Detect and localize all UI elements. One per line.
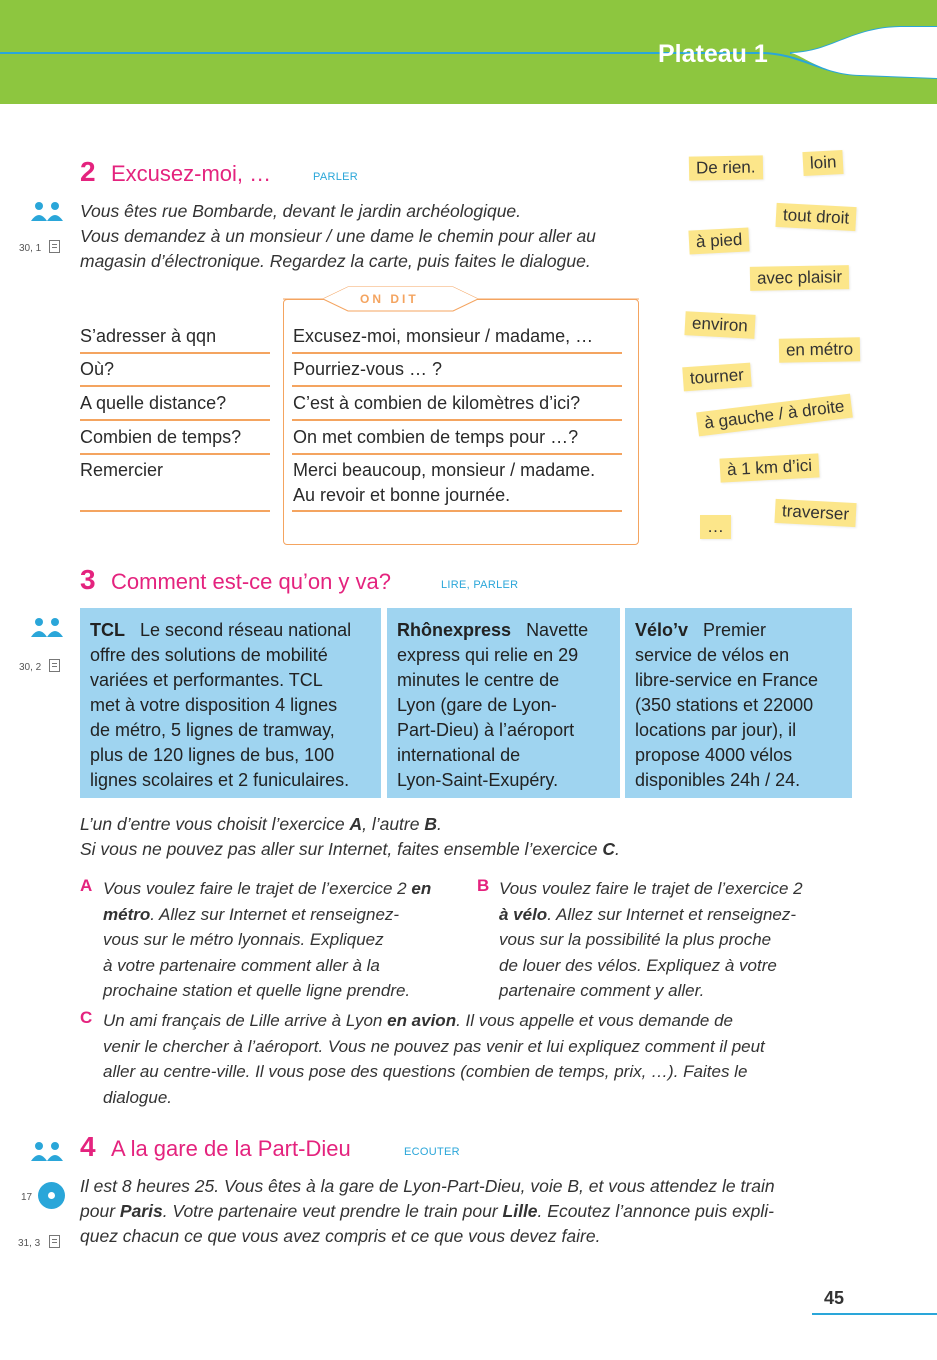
instruction-line: L’un d’entre vous choisit l’exercice A, l’autre B. [80,814,442,834]
workbook-ref: 30, 1 [19,243,42,254]
option-letter: A [80,876,93,895]
vocab-note: environ [684,311,755,339]
info-line: service de vélos en [635,645,790,665]
page-number: 45 [824,1288,845,1308]
divider [292,352,622,354]
option-c-text: Un ami français de Lille arrive à Lyon en avion. Il vous appelle et vous demande de venir le chercher à l’aéroport. Vous ne pouvez pas venir et lui expliquez comment il peut aller au centre-ville. Il vous pose des questions (combien de temps, prix, …). Faites le dialogue. [103,1011,765,1107]
dialogue-phrase: Excusez-moi, monsieur / madame, … [293,326,594,346]
vocab-note: à gauche / à droite [696,394,853,437]
on-dit-tab [283,285,639,315]
info-line: (350 stations et 22000 [635,695,814,715]
info-line [635,618,844,643]
vocab-note: tout droit [775,203,856,231]
page-title: Plateau 1 [658,40,768,68]
divider [80,453,270,455]
info-line [90,618,373,643]
skill-label: LIRE, PARLER [441,579,519,591]
info-line: minutes le centre de [397,670,560,690]
info-line: de métro, 5 lignes de tramway, [90,720,335,740]
info-box-rhonexpress [387,608,620,798]
info-box-tcl [80,608,381,798]
dialogue-phrase: Pourriez-vous … ? [293,359,443,379]
info-text: Navette [526,620,589,640]
vocab-note: loin [802,150,844,176]
info-line: plus de 120 lignes de bus, 100 [90,745,335,765]
workbook-ref: 30, 2 [19,662,42,673]
page-header [0,0,937,104]
vocab-note: traverser [774,499,856,527]
vocab-note: à 1 km d’ici [719,453,819,482]
info-line: express qui relie en 29 [397,645,579,665]
dialogue-phrase: Merci beaucoup, monsieur / madame. [293,460,596,480]
info-text: Premier [703,620,767,640]
pair-work-icon [29,1141,65,1163]
info-line: libre-service en France [635,670,819,690]
exercise-number: 3 [80,564,96,595]
page-number-rule [812,1313,937,1315]
info-line: propose 4000 vélos [635,745,793,765]
divider [80,419,270,421]
divider [292,385,622,387]
workbook-ref: 31, 3 [18,1238,41,1249]
option-a-text: Vous voulez faire le trajet de l’exercice 2 en métro. Allez sur Internet et renseignez- vous sur le métro lyonnais. Expliquez à votre partenaire comment aller à la prochaine station et quelle ligne prendre. [103,879,432,1000]
dialogue-function: Où? [80,359,115,379]
on-dit-label: ON DIT [360,292,419,306]
info-title: Vélo’v [635,620,689,640]
info-line: international de [397,745,521,765]
exercise-number: 2 [80,156,96,187]
instruction-line: Vous êtes rue Bombarde, devant le jardin archéologique. [80,201,522,221]
pair-work-icon [29,201,65,223]
exercise-title: A la gare de la Part-Dieu [111,1136,351,1161]
info-line: Lyon (gare de Lyon- [397,695,557,715]
pair-work-icon [29,617,65,639]
vocab-note: tourner [682,363,751,392]
info-line: variées et performantes. TCL [90,670,323,690]
audio-cd-icon[interactable] [38,1182,65,1209]
vocab-note: en métro [779,337,861,362]
dialogue-function: Combien de temps? [80,427,242,447]
exercise-title: Comment est-ce qu’on y va? [111,569,392,594]
vocab-note: avec plaisir [750,265,849,291]
vocab-note: … [700,515,731,539]
info-text: Le second réseau national [140,620,352,640]
divider [292,453,622,455]
info-title: TCL [90,620,125,640]
workbook-icon [49,659,60,672]
exercise-title: Excusez-moi, … [111,161,272,186]
divider [80,352,270,354]
divider [80,385,270,387]
workbook-icon [49,1235,60,1248]
info-line: Part-Dieu) à l’aéroport [397,720,575,740]
vocab-note: à pied [688,227,750,254]
info-line: Lyon-Saint-Exupéry. [397,770,559,790]
skill-label: PARLER [313,171,358,183]
dialogue-function: A quelle distance? [80,393,227,413]
option-letter: C [80,1008,93,1027]
instruction-line: Il est 8 heures 25. Vous êtes à la gare de Lyon-Part-Dieu, voie B, et vous attendez le train [80,1176,775,1196]
track-number: 17 [21,1192,33,1203]
dialogue-phrase: C’est à combien de kilomètres d’ici? [293,393,581,413]
info-title: Rhônexpress [397,620,512,640]
info-line: met à votre disposition 4 lignes [90,695,338,715]
info-line: disponibles 24h / 24. [635,770,801,790]
header-wave-decoration [0,0,937,104]
exercise-number: 4 [80,1131,96,1162]
instruction-line: magasin d’électronique. Regardez la carte, puis faites le dialogue. [80,251,591,271]
info-line: offre des solutions de mobilité [90,645,328,665]
info-line: lignes scolaires et 2 funiculaires. [90,770,350,790]
instruction-line: pour Paris. Votre partenaire veut prendre le train pour Lille. Ecoutez l’annonce puis expli- [80,1201,774,1221]
instruction-line: quez chacun ce que vous avez compris et ce que vous devez faire. [80,1226,601,1246]
option-letter: B [477,876,490,895]
divider [292,419,622,421]
info-box-velov [625,608,852,798]
workbook-icon [49,240,60,253]
divider [80,510,270,512]
dialogue-phrase: Au revoir et bonne journée. [293,485,511,505]
dialogue-phrase: On met combien de temps pour …? [293,427,579,447]
instruction-line: Vous demandez à un monsieur / une dame le chemin pour aller au [80,226,596,246]
vocab-note: De rien. [689,155,763,180]
dialogue-function: Remercier [80,460,164,480]
option-b-text: Vous voulez faire le trajet de l’exercice 2 à vélo. Allez sur Internet et renseignez- vous sur la possibilité la plus proche de louer des vélos. Expliquez à votre partenaire comment y aller. [499,879,803,1000]
instruction-line: Si vous ne pouvez pas aller sur Internet, faites ensemble l’exercice C. [80,839,620,859]
dialogue-function: S’adresser à qqn [80,326,217,346]
info-line [397,618,612,643]
skill-label: ECOUTER [404,1146,460,1158]
info-line: locations par jour), il [635,720,797,740]
divider [292,510,622,512]
